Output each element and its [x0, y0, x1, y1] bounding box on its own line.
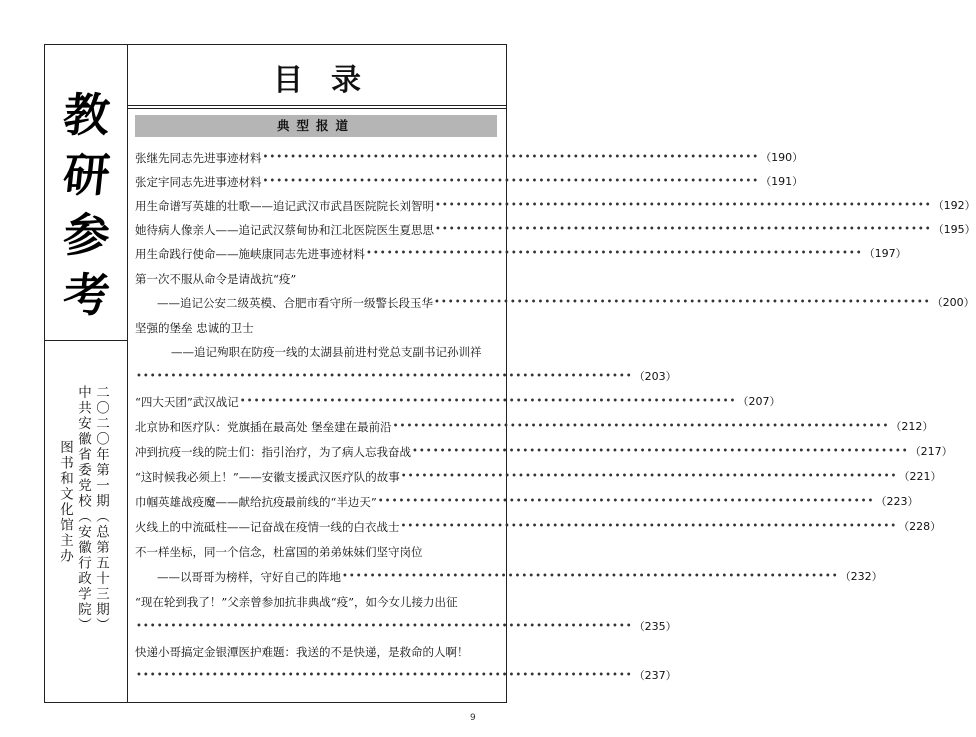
title-row	[128, 45, 506, 106]
toc-entry-title: 冲到抗疫一线的院士们：指引治疗，为了病人忘我奋战	[135, 445, 411, 459]
toc-entry-title: ——追记公安二级英模、合肥市看守所一级警长段玉华	[157, 296, 433, 310]
issue-label: 二〇二〇年第一期（总第五十三期）	[93, 385, 109, 633]
toc-entry-title: ——追记殉职在防疫一线的太湖县前进村党总支副书记孙训祥	[171, 345, 482, 359]
toc-entry-page: （203）	[633, 370, 677, 383]
toc-entry-page: （217）	[909, 445, 953, 458]
toc-entry-title: “现在轮到我了！”父亲曾参加抗非典战“疫”，如今女儿接力出征	[135, 595, 458, 609]
toc-entry-page: （200）	[931, 296, 975, 309]
toc-entry[interactable]	[135, 221, 976, 239]
toc-leader: ••••••••••••••••••••••••••••••••••••••••••••••••••••••••••••••••••••••••	[400, 471, 898, 482]
toc-entry-title: 她待病人像亲人——追记武汉蔡甸协和江北医院医生夏思思	[135, 223, 434, 237]
toc-entry-continued[interactable]	[135, 667, 677, 685]
toc-leader: ••••••••••••••••••••••••••••••••••••••••••••••••••••••••••••••••••••••••	[136, 670, 633, 681]
toc-entry-title: 用生命谱写英雄的壮歌——追记武汉市武昌医院院长刘智明	[135, 199, 434, 213]
toc-entry[interactable]	[135, 270, 497, 288]
toc-entry[interactable]	[135, 393, 781, 411]
toc-entry-title: 张继先同志先进事迹材料	[135, 151, 262, 165]
toc-entry-page: （197）	[863, 247, 907, 260]
toc-leader: ••••••••••••••••••••••••••••••••••••••••••••••••••••••••••••••••••••••••	[435, 200, 932, 211]
toc-leader: ••••••••••••••••••••••••••••••••••••••••••••••••••••••••••••••••••••••••	[434, 297, 931, 308]
toc-entry-title: 不一样坐标，同一个信念，杜富国的弟弟妹妹们坚守岗位	[135, 545, 423, 559]
toc-leader: ••••••••••••••••••••••••••••••••••••••••••••••••••••••••••••••••••••••••	[412, 446, 909, 457]
toc-leader: ••••••••••••••••••••••••••••••••••••••••••••••••••••••••••••••••••••••••	[366, 248, 863, 259]
toc-entry-subtitle[interactable]	[135, 568, 883, 586]
toc-entry-page: （207）	[737, 395, 781, 408]
toc-entry-page: （223）	[875, 495, 919, 508]
toc-entry-page: （192）	[932, 199, 976, 212]
toc-entry[interactable]	[135, 593, 497, 611]
toc-leader: ••••••••••••••••••••••••••••••••••••••••••••••••••••••••••••••••••••••••	[136, 621, 633, 632]
toc-entry-page: （212）	[890, 420, 934, 433]
toc-entry-title: 第一次不服从命令是请战抗“疫”	[135, 272, 297, 286]
toc-entry-title: 快递小哥搞定金银潭医护难题：我送的不是快递，是救命的人啊！	[135, 645, 469, 659]
journal-sidebar	[45, 45, 128, 702]
toc-entry-title: 北京协和医疗队：党旗插在最高处 堡垒建在最前沿	[135, 420, 392, 434]
toc-entry[interactable]	[135, 418, 934, 436]
toc-leader: ••••••••••••••••••••••••••••••••••••••••••••••••••••••••••••••••••••••••	[239, 396, 737, 407]
toc-leader: ••••••••••••••••••••••••••••••••••••••••••••••••••••••••••••••••••••••••	[136, 371, 633, 382]
toc-entry-subtitle[interactable]	[135, 343, 497, 361]
toc-entry[interactable]	[135, 245, 907, 263]
journal-title	[45, 85, 128, 325]
toc-entry-page: （235）	[633, 620, 677, 633]
journal-title-char: 考	[60, 268, 113, 322]
toc-leader: ••••••••••••••••••••••••••••••••••••••••••••••••••••••••••••••••••••••••	[400, 521, 898, 532]
section-heading: 典型报道	[135, 115, 497, 137]
toc-entry-page: （191）	[760, 175, 804, 188]
toc-leader: ••••••••••••••••••••••••••••••••••••••••••••••••••••••••••••••••••••••••	[262, 176, 760, 187]
toc-entry[interactable]	[135, 643, 497, 661]
journal-title-char: 研	[60, 148, 113, 202]
toc-entry-title: “这时候我必须上！”——安徽支援武汉医疗队的故事	[135, 470, 400, 484]
toc-entry-continued[interactable]	[135, 368, 677, 386]
publisher-line-2: 图书和文化馆主办	[57, 440, 73, 564]
toc-entry[interactable]	[135, 173, 804, 191]
toc-entry[interactable]	[135, 468, 942, 486]
journal-title-char: 教	[60, 88, 113, 142]
toc-entry-page: （221）	[898, 470, 942, 483]
toc-entry-page: （190）	[760, 151, 804, 164]
toc-entry[interactable]	[135, 149, 804, 167]
toc-entry[interactable]	[135, 319, 497, 337]
toc-leader: ••••••••••••••••••••••••••••••••••••••••••••••••••••••••••••••••••••••••	[377, 496, 875, 507]
toc-entry[interactable]	[135, 543, 497, 561]
contents-frame	[44, 44, 976, 703]
toc-entry-title: “四大天团”武汉战记	[135, 395, 239, 409]
title-divider	[128, 108, 506, 109]
sidebar-divider	[45, 340, 128, 341]
toc-entry-title: 火线上的中流砥柱——记奋战在疫情一线的白衣战士	[135, 520, 400, 534]
toc-entry[interactable]	[135, 518, 942, 536]
toc-entry[interactable]	[135, 197, 976, 215]
page-number: 9	[470, 713, 476, 723]
toc-entry-title: 坚强的堡垒 忠诚的卫士	[135, 321, 254, 335]
toc-entry-title: 用生命践行使命——施峡康同志先进事迹材料	[135, 247, 365, 261]
toc-entry-title: ——以哥哥为榜样，守好自己的阵地	[157, 570, 341, 584]
toc-entry-page: （195）	[932, 223, 976, 236]
toc-leader: ••••••••••••••••••••••••••••••••••••••••••••••••••••••••••••••••••••••••	[342, 571, 839, 582]
toc-entry[interactable]	[135, 493, 919, 511]
page-title: 目录	[273, 63, 389, 98]
toc-entry-title: 巾帼英雄战疫魔——献给抗疫最前线的“半边天”	[135, 495, 377, 509]
publisher-line-1: 中共安徽省委党校（安徽行政学院）	[75, 385, 91, 633]
toc-entry-page: （232）	[839, 570, 883, 583]
journal-title-char: 参	[60, 208, 113, 262]
toc-entry-continued[interactable]	[135, 618, 677, 636]
toc-entry-page: （228）	[898, 520, 942, 533]
toc-entry-title: 张定宇同志先进事迹材料	[135, 175, 262, 189]
toc-entry[interactable]	[135, 443, 953, 461]
toc-leader: ••••••••••••••••••••••••••••••••••••••••••••••••••••••••••••••••••••••••	[392, 421, 890, 432]
toc-leader: ••••••••••••••••••••••••••••••••••••••••••••••••••••••••••••••••••••••••	[262, 152, 760, 163]
toc-leader: ••••••••••••••••••••••••••••••••••••••••••••••••••••••••••••••••••••••••	[435, 224, 932, 235]
toc-entry-subtitle[interactable]	[135, 294, 975, 312]
toc-entry-page: （237）	[633, 669, 677, 682]
